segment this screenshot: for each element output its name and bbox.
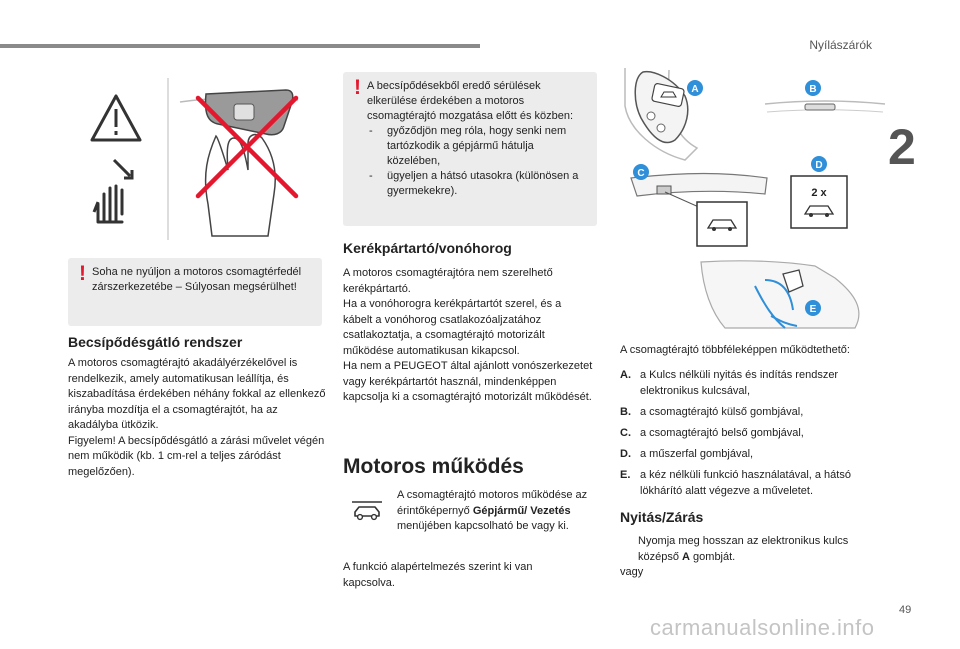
list-item (620, 425, 882, 441)
towbar-text (343, 266, 593, 406)
list-item: - ügyeljen a hátsó utasokra (különösen a gyermekekre). (367, 169, 589, 199)
anti-pinch-text (68, 356, 328, 480)
operation-methods-intro: A csomagtérajtó többféleképpen működtethető: (620, 344, 850, 356)
list-item (620, 367, 882, 399)
tailgate-safety-warning-box (343, 72, 597, 226)
warning-triangle-icon (92, 96, 140, 140)
section-title: Nyílászárók (809, 38, 872, 52)
label-d: D (815, 160, 823, 171)
item-letter: C. (620, 427, 631, 439)
item-text: a csomagtérajtó belső gombjával, (640, 427, 804, 439)
exterior-button-drawing (765, 101, 885, 112)
button-letter: A (682, 550, 690, 563)
warning-exclamation-icon: ! (79, 262, 86, 285)
warning-exclamation-icon: ! (354, 76, 361, 99)
label-a: A (691, 84, 699, 95)
electronic-key-drawing (625, 68, 697, 160)
watermark: carmanualsonline.info (650, 615, 875, 640)
double-press-label: 2 x (811, 187, 827, 199)
instruction-text: gombját. (689, 550, 736, 563)
chapter-tab-number: 2 (888, 119, 916, 175)
item-letter: D. (620, 448, 631, 460)
dashboard-button-drawing (791, 176, 847, 228)
page-number: 49 (899, 604, 912, 616)
label-b: B (809, 84, 817, 95)
item-letter: A. (620, 369, 631, 381)
anti-pinch-heading: Becsípődésgátló rendszer (68, 334, 243, 350)
finger-warning-box (68, 258, 322, 326)
default-state-text: A funkció alapértelmezés szerint ki van kapcsolva. (343, 561, 533, 589)
towbar-paragraph: A motoros csomagtérajtóra nem szerelhető kerékpártartó. (343, 267, 553, 295)
description-text: menüjében kapcsolható be vagy ki. (397, 520, 569, 532)
item-text: a kéz nélküli funkció használatával, a hátsó lökhárító alatt végezve a műveletet. (640, 469, 851, 497)
anti-pinch-paragraph: A motoros csomagtérajtó akadályérzékelővel is rendelkezik, amely automatikusan leállítja, és kiszabadítása érdekében néhány fokkal az ellenkező irányba mozdítja el a csomagtérajtót, ha az akadályba ütközik. (68, 357, 326, 431)
warning-intro: A becsípődésekből eredő sérülések elkerülése érdekében a motoros csomagtérajtó mozgatása előtt és közben: (367, 80, 574, 122)
item-letter: B. (620, 406, 631, 418)
motor-operation-description (397, 488, 597, 535)
finger-warning-text: Soha ne nyúljon a motoros csomagtérfedél zárszerkezetébe – Súlyosan megsérülhet! (92, 266, 302, 293)
open-close-heading: Nyitás/Zárás (620, 509, 704, 525)
label-e: E (809, 304, 817, 315)
car-settings-icon (350, 500, 384, 524)
towbar-heading: Kerékpártartó/vonóhorog (343, 240, 512, 256)
pinch-warning-illustration (68, 74, 323, 244)
description-text: A csomagtérajtó motoros működése az érintőképernyő (397, 489, 588, 517)
item-text: a műszerfal gombjával, (640, 448, 754, 460)
item-letter: E. (620, 469, 631, 481)
menu-name: Gépjármű/ Vezetés (472, 504, 571, 517)
motor-operation-heading: Motoros működés (343, 455, 524, 478)
interior-button-drawing (631, 174, 767, 247)
list-item: - győződjön meg róla, hogy senki nem tartózkodik a gépjármű hátulja közelében, (367, 124, 589, 169)
tailgate-controls-illustration (615, 66, 905, 336)
or-text: vagy (620, 566, 644, 578)
list-item (620, 446, 882, 462)
towbar-paragraph: Ha a vonóhorogra kerékpártartót szerel, és a kábelt a vonóhorog csatlakozóaljzatához csatlakoztatja, a csomagtérajtó motorizált működése automatikusan kikapcsol. (343, 298, 562, 357)
towbar-paragraph: Ha nem a PEUGEOT által ajánlott vonószerkezetet vagy kerékpártartót használ, mindenképpen kapcsolja ki a csomagtérajtó motorizált működését. (343, 360, 593, 403)
hand-pressing-icon (94, 160, 132, 222)
warning-list (367, 124, 589, 199)
instruction-item (620, 534, 882, 565)
list-item (620, 404, 882, 420)
open-close-instructions (620, 534, 882, 581)
instruction-text: Nyomja meg hosszan az elektronikus kulcs középső (638, 535, 849, 563)
label-c: C (637, 168, 645, 179)
item-text: a csomagtérajtó külső gombjával, (640, 406, 804, 418)
hands-free-bumper-drawing (701, 261, 859, 328)
list-item (620, 467, 882, 499)
item-text: a Kulcs nélküli nyitás és indítás rendszer elektronikus kulcsával, (640, 369, 839, 397)
tailgate-safety-warning-text (367, 79, 589, 199)
header-rule (0, 44, 480, 48)
anti-pinch-paragraph: Figyelem! A becsípődésgátló a zárási művelet végén nem működik (kb. 1 cm-rel a teljes záródást megelőzően). (68, 434, 325, 478)
operation-methods-list (620, 367, 882, 504)
